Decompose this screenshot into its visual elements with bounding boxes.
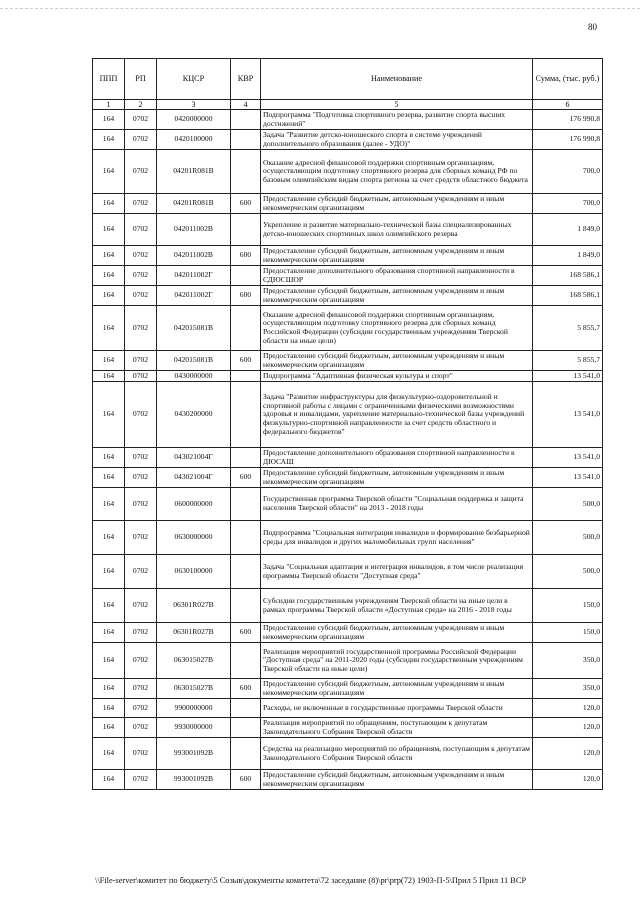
cell-sum: 150,0 (533, 623, 603, 643)
cell-kcsr: 0600000000 (157, 488, 231, 521)
cell-name: Укрепление и развитие материально-технической базы специализированных детско-юношеских спортивных школ олимпийского резерва (261, 214, 533, 246)
cell-ppp: 164 (93, 488, 125, 521)
cell-sum: 350,0 (533, 643, 603, 679)
cell-rp: 0702 (125, 246, 157, 266)
cell-kcsr: 063015027В (157, 643, 231, 679)
cell-name: Предоставление субсидий бюджетным, автономным учреждениям и иным некоммерческим организациям (261, 194, 533, 214)
table-row (93, 371, 603, 382)
table-row (93, 468, 603, 488)
cell-sum: 168 586,1 (533, 286, 603, 306)
cell-kcsr: 9900000000 (157, 699, 231, 718)
cell-sum: 5 855,7 (533, 306, 603, 351)
cell-sum: 13 541,0 (533, 371, 603, 382)
cell-sum: 120,0 (533, 718, 603, 738)
table-row (93, 448, 603, 468)
cell-kvr (231, 699, 261, 718)
cell-name: Предоставление субсидий бюджетным, автономным учреждениям и иным некоммерческим организациям (261, 351, 533, 371)
table-row (93, 194, 603, 214)
cell-name: Подпрограмма "Адаптивная физическая культура и спорт" (261, 371, 533, 382)
cell-kcsr: 0420000000 (157, 110, 231, 130)
cell-sum: 700,0 (533, 150, 603, 194)
table-row (93, 306, 603, 351)
cell-name: Предоставление субсидий бюджетным, автономным учреждениям и иным некоммерческим организациям (261, 468, 533, 488)
cell-sum: 13 541,0 (533, 468, 603, 488)
cell-sum: 1 849,0 (533, 214, 603, 246)
cell-ppp: 164 (93, 589, 125, 623)
cell-name: Предоставление субсидий бюджетным, автономным учреждениям и иным некоммерческим организациям (261, 679, 533, 699)
cell-rp: 0702 (125, 555, 157, 589)
cell-ppp: 164 (93, 286, 125, 306)
table-row (93, 555, 603, 589)
cell-kvr (231, 448, 261, 468)
cell-ppp: 164 (93, 306, 125, 351)
cell-ppp: 164 (93, 150, 125, 194)
cell-sum: 176 990,8 (533, 110, 603, 130)
cell-kcsr: 042011002Г (157, 266, 231, 286)
cell-name: Реализация мероприятий государственной программы Российской Федерации "Доступная среда" на 2011-2020 годы (субсидии государственным учреждениям Тверской области на иные цели) (261, 643, 533, 679)
cell-sum: 120,0 (533, 699, 603, 718)
cell-kcsr: 0420100000 (157, 130, 231, 150)
cell-kvr (231, 555, 261, 589)
cell-name: Предоставление дополнительного образования спортивной направленности в СДЮСШОР (261, 266, 533, 286)
cell-kvr (231, 738, 261, 770)
cell-name: Предоставление субсидий бюджетным, автономным учреждениям и иным некоммерческим организациям (261, 246, 533, 266)
cell-name: Предоставление дополнительного образования спортивной направленности в ДЮСАШ (261, 448, 533, 468)
cell-sum: 120,0 (533, 770, 603, 790)
cell-ppp: 164 (93, 738, 125, 770)
cell-kvr: 600 (231, 351, 261, 371)
cell-kvr: 600 (231, 286, 261, 306)
cell-sum: 168 586,1 (533, 266, 603, 286)
cell-ppp: 164 (93, 623, 125, 643)
cell-name: Субсидии государственным учреждениям Тверской области на иные цели в рамках программы Тверской области «Доступная среда» на 2016 - 2018 годы (261, 589, 533, 623)
col-ppp-header: ППП (93, 59, 125, 100)
table-row (93, 738, 603, 770)
cell-rp: 0702 (125, 643, 157, 679)
cell-sum: 500,0 (533, 521, 603, 555)
cell-rp: 0702 (125, 521, 157, 555)
cell-kcsr: 043021004Г (157, 448, 231, 468)
cell-kcsr: 043021004Г (157, 468, 231, 488)
col-kvr-header: КВР (231, 59, 261, 100)
cell-rp: 0702 (125, 738, 157, 770)
cell-kvr: 600 (231, 770, 261, 790)
cell-ppp: 164 (93, 371, 125, 382)
cell-name: Предоставление субсидий бюджетным, автономным учреждениям и иным некоммерческим организациям (261, 286, 533, 306)
cell-rp: 0702 (125, 488, 157, 521)
col-sum-header: Сумма, (тыс. руб.) (533, 59, 603, 100)
table-row (93, 699, 603, 718)
cell-ppp: 164 (93, 351, 125, 371)
cell-kcsr: 0430200000 (157, 382, 231, 448)
cell-rp: 0702 (125, 266, 157, 286)
column-number: 5 (261, 100, 533, 110)
cell-kcsr: 042011002Г (157, 286, 231, 306)
table-row (93, 246, 603, 266)
column-number: 3 (157, 100, 231, 110)
cell-sum: 350,0 (533, 679, 603, 699)
table-row (93, 382, 603, 448)
cell-name: Расходы, не включенные в государственные программы Тверской области (261, 699, 533, 718)
cell-rp: 0702 (125, 214, 157, 246)
cell-sum: 700,0 (533, 194, 603, 214)
cell-kvr (231, 266, 261, 286)
cell-sum: 5 855,7 (533, 351, 603, 371)
table-row (93, 266, 603, 286)
cell-name: Подпрограмма "Социальная интеграция инвалидов и формирование безбарьерной среды для инвалидов и других маломобильных групп населения" (261, 521, 533, 555)
header-row (93, 59, 603, 100)
cell-rp: 0702 (125, 382, 157, 448)
table-row (93, 623, 603, 643)
cell-kcsr: 993001092В (157, 738, 231, 770)
cell-kvr (231, 382, 261, 448)
cell-ppp: 164 (93, 214, 125, 246)
column-number: 1 (93, 100, 125, 110)
cell-rp: 0702 (125, 351, 157, 371)
cell-rp: 0702 (125, 110, 157, 130)
budget-table (92, 58, 603, 790)
cell-name: Предоставление субсидий бюджетным, автономным учреждениям и иным некоммерческим организациям (261, 770, 533, 790)
cell-kcsr: 0630000000 (157, 521, 231, 555)
page-number: 80 (588, 22, 597, 32)
cell-sum: 150,0 (533, 589, 603, 623)
cell-sum: 13 541,0 (533, 382, 603, 448)
cell-kvr (231, 371, 261, 382)
cell-name: Задача "Социальная адаптация и интеграция инвалидов, в том числе реализация программы Тверской области "Доступная среда" (261, 555, 533, 589)
table-row (93, 643, 603, 679)
cell-ppp: 164 (93, 246, 125, 266)
table-row (93, 351, 603, 371)
cell-rp: 0702 (125, 468, 157, 488)
cell-kvr: 600 (231, 246, 261, 266)
cell-kvr (231, 718, 261, 738)
scan-edge (0, 8, 640, 9)
cell-name: Государственная программа Тверской области "Социальная поддержка и защита населения Тверской области" на 2013 - 2018 годы (261, 488, 533, 521)
cell-kvr: 600 (231, 468, 261, 488)
cell-ppp: 164 (93, 110, 125, 130)
cell-name: Задача "Развитие детско-юношеского спорта в системе учреждений дополнительного образования (далее - УДО)" (261, 130, 533, 150)
cell-ppp: 164 (93, 521, 125, 555)
cell-kvr (231, 214, 261, 246)
cell-ppp: 164 (93, 194, 125, 214)
cell-rp: 0702 (125, 286, 157, 306)
cell-kvr: 600 (231, 623, 261, 643)
table-row (93, 214, 603, 246)
table-row (93, 110, 603, 130)
cell-ppp: 164 (93, 130, 125, 150)
cell-kcsr: 0430000000 (157, 371, 231, 382)
table-row (93, 718, 603, 738)
cell-name: Оказание адресной финансовой поддержки спортивным организациям, осуществляющим подготовку спортивного резерва для сборных команд РФ по базовым олимпийским видам спорта региона за счет средств областного бюджета (261, 150, 533, 194)
cell-kvr (231, 110, 261, 130)
cell-sum: 1 849,0 (533, 246, 603, 266)
cell-name: Задача "Развитие инфраструктуры для физкультурно-оздоровительной и спортивной работы с лицами с ограниченными физическими возможностями здоровья и инвалидами, укрепление материально-технической базы учреждений физкультурно-спортивной направленности за счет средств областного и федерального бюджетов" (261, 382, 533, 448)
table-row (93, 130, 603, 150)
table-row (93, 589, 603, 623)
cell-kcsr: 0630100000 (157, 555, 231, 589)
cell-sum: 500,0 (533, 488, 603, 521)
cell-name: Средства на реализацию мероприятий по обращениям, поступающим к депутатам Законодательного Собрания Тверской области (261, 738, 533, 770)
cell-rp: 0702 (125, 371, 157, 382)
column-number: 4 (231, 100, 261, 110)
cell-sum: 13 541,0 (533, 448, 603, 468)
cell-name: Реализация мероприятий по обращениям, поступающим к депутатам Законодательного Собрания Тверской области (261, 718, 533, 738)
cell-rp: 0702 (125, 194, 157, 214)
cell-rp: 0702 (125, 448, 157, 468)
column-number: 6 (533, 100, 603, 110)
cell-rp: 0702 (125, 770, 157, 790)
table-row (93, 521, 603, 555)
cell-kcsr: 993001092В (157, 770, 231, 790)
cell-ppp: 164 (93, 699, 125, 718)
cell-kvr (231, 488, 261, 521)
cell-rp: 0702 (125, 130, 157, 150)
cell-kvr (231, 521, 261, 555)
cell-kvr (231, 150, 261, 194)
cell-ppp: 164 (93, 266, 125, 286)
cell-sum: 176 990,8 (533, 130, 603, 150)
cell-kcsr: 042015081В (157, 306, 231, 351)
cell-ppp: 164 (93, 555, 125, 589)
cell-ppp: 164 (93, 643, 125, 679)
cell-name: Подпрограмма "Подготовка спортивного резерва, развитие спорта высших достижений" (261, 110, 533, 130)
cell-kvr (231, 589, 261, 623)
cell-kvr: 600 (231, 194, 261, 214)
cell-kvr (231, 643, 261, 679)
col-rp-header: РП (125, 59, 157, 100)
cell-ppp: 164 (93, 448, 125, 468)
column-number: 2 (125, 100, 157, 110)
column-number-row (93, 100, 603, 110)
table-row (93, 150, 603, 194)
col-name-header: Наименование (261, 59, 533, 100)
cell-rp: 0702 (125, 150, 157, 194)
cell-kvr: 600 (231, 679, 261, 699)
cell-kcsr: 9930000000 (157, 718, 231, 738)
cell-sum: 120,0 (533, 738, 603, 770)
cell-name: Предоставление субсидий бюджетным, автономным учреждениям и иным некоммерческим организациям (261, 623, 533, 643)
cell-kcsr: 06301R027В (157, 623, 231, 643)
table-row (93, 770, 603, 790)
cell-ppp: 164 (93, 770, 125, 790)
cell-ppp: 164 (93, 718, 125, 738)
cell-rp: 0702 (125, 623, 157, 643)
cell-kcsr: 042011002В (157, 214, 231, 246)
cell-kvr (231, 306, 261, 351)
col-kcsr-header: КЦСР (157, 59, 231, 100)
cell-rp: 0702 (125, 699, 157, 718)
file-path-footer: \\File-server\комитет по бюджету\5 Созыв\документы комитета\72 заседание (8)\pr\prp(72) 1903-П-5\Прил 5 Прил 11 ВСР (95, 876, 527, 885)
cell-name: Оказание адресной финансовой поддержки спортивным организациям, осуществляющим подготовку спортивного резерва для сборных команд Российской Федерации (субсидии государственным учреждениям Тверской области на иные цели) (261, 306, 533, 351)
cell-kcsr: 06301R027В (157, 589, 231, 623)
cell-rp: 0702 (125, 589, 157, 623)
cell-kcsr: 042011002В (157, 246, 231, 266)
cell-kcsr: 042015081В (157, 351, 231, 371)
cell-rp: 0702 (125, 718, 157, 738)
table-row (93, 286, 603, 306)
cell-kcsr: 063015027В (157, 679, 231, 699)
cell-kcsr: 04201R081В (157, 150, 231, 194)
cell-sum: 500,0 (533, 555, 603, 589)
table-row (93, 679, 603, 699)
cell-rp: 0702 (125, 679, 157, 699)
cell-rp: 0702 (125, 306, 157, 351)
cell-ppp: 164 (93, 382, 125, 448)
cell-kcsr: 04201R081В (157, 194, 231, 214)
cell-ppp: 164 (93, 468, 125, 488)
table-row (93, 488, 603, 521)
cell-kvr (231, 130, 261, 150)
cell-ppp: 164 (93, 679, 125, 699)
